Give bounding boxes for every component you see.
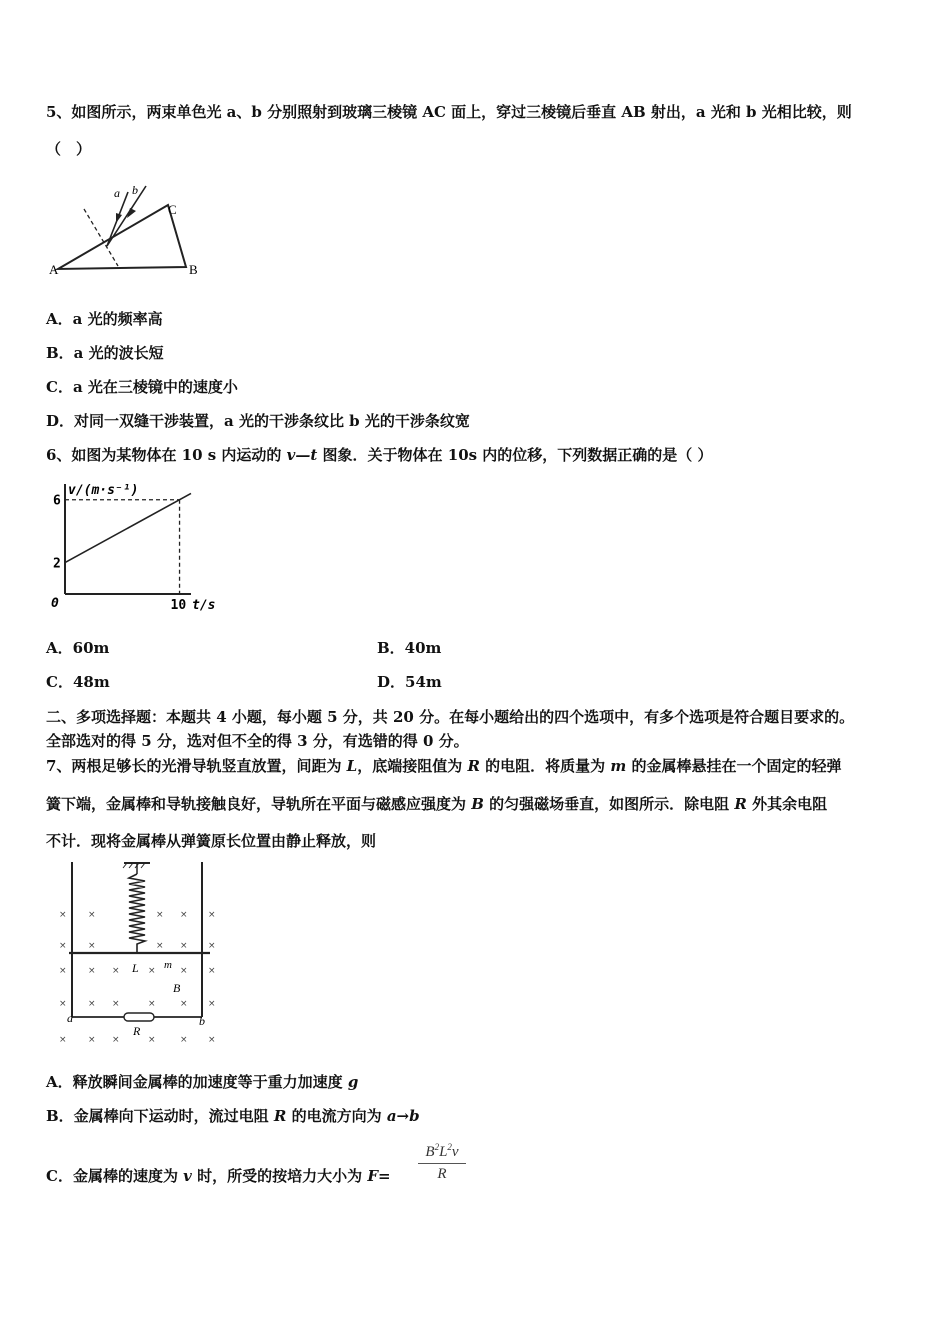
vertex-C: C (168, 202, 177, 217)
label-m: m (164, 959, 172, 971)
q7-line2: 簧下端，金属棒和导轨接触良好，导轨所在平面与磁感应强度为 B 的匀强磁场垂直，如图所示．除电阻 R 外其余电阻 (46, 795, 828, 813)
svg-text:×: × (112, 1035, 120, 1045)
label-a: a (67, 1011, 73, 1025)
q5-option-d[interactable]: D．对同一双缝干涉装置，a 光的干涉条纹比 b 光的干涉条纹宽 (46, 412, 470, 430)
arrow-a (116, 213, 122, 223)
svg-text:×: × (59, 966, 67, 976)
svg-text:×: × (88, 999, 96, 1009)
svg-text:×: × (156, 941, 164, 951)
svg-text:×: × (59, 941, 67, 951)
q6-option-a[interactable]: A．60m (46, 639, 110, 657)
svg-text:×: × (148, 966, 156, 976)
q7-line3: 不计．现将金属棒从弹簧原长位置由静止释放，则 (46, 832, 377, 850)
svg-text:×: × (180, 1035, 188, 1045)
section2-line1: 二、多项选择题：本题共 4 小题，每小题 5 分，共 20 分。在每小题给出的四个选项中，有多个选项是符合题目要求的。 (46, 708, 855, 726)
svg-text:×: × (180, 910, 188, 920)
svg-text:×: × (59, 999, 67, 1009)
svg-text:×: × (148, 1035, 156, 1045)
q5-stem: 5、如图所示，两束单色光 a、b 分别照射到玻璃三棱镜 AC 面上，穿过三棱镜后垂直 AB 射出，a 光和 b 光相比较，则 (46, 103, 852, 121)
q5-option-c[interactable]: C．a 光在三棱镜中的速度小 (46, 378, 238, 396)
resistor (124, 1013, 154, 1021)
fraction-numerator: $B^2L^2v$ (418, 1142, 466, 1164)
vertex-B: B (189, 262, 198, 277)
tick-label-x-10: 10 (170, 598, 187, 613)
prism-triangle (58, 205, 186, 269)
q7-option-a[interactable]: A．释放瞬间金属棒的加速度等于重力加速度 g (46, 1073, 359, 1091)
svg-text:×: × (59, 910, 67, 920)
q6-option-b[interactable]: B．40m (377, 639, 442, 657)
svg-text:×: × (88, 1035, 96, 1045)
q7-option-c[interactable]: C．金属棒的速度为 v 时，所受的按培力大小为 F= (46, 1167, 391, 1185)
section2-line2: 全部选对的得 5 分，选对但不全的得 3 分，有选错的得 0 分。 (46, 732, 469, 750)
svg-text:×: × (180, 941, 188, 951)
label-b: b (199, 1014, 205, 1028)
svg-text:×: × (208, 1035, 216, 1045)
q6-option-d[interactable]: D．54m (377, 673, 442, 691)
svg-text:×: × (208, 941, 216, 951)
label-B: B (173, 981, 181, 995)
ampere-force-fraction (418, 1142, 466, 1183)
label-b: b (132, 183, 138, 197)
svg-text:×: × (88, 910, 96, 920)
spring (129, 874, 145, 953)
vt-chart (46, 478, 226, 616)
q5-option-b[interactable]: B．a 光的波长短 (46, 344, 164, 362)
label-R: R (133, 1024, 141, 1038)
svg-text:×: × (208, 910, 216, 920)
prism-figure (48, 178, 218, 278)
svg-text:×: × (208, 999, 216, 1009)
label-a: a (114, 186, 120, 200)
y-axis-label: v/(m·s⁻¹) (68, 483, 139, 498)
rail-figure (52, 860, 222, 1045)
series-line-v (65, 493, 191, 562)
svg-text:×: × (112, 966, 120, 976)
svg-text:×: × (88, 966, 96, 976)
q6-stem: 6、如图为某物体在 10 s 内运动的 v—t 图象．关于物体在 10s 内的位移，下列数据正确的是（ ） (46, 446, 713, 464)
label-L: L (132, 961, 139, 975)
q7-option-b[interactable]: B．金属棒向下运动时，流过电阻 R 的电流方向为 a→b (46, 1107, 420, 1125)
svg-text:×: × (88, 941, 96, 951)
tick-label-origin: 0 (51, 596, 59, 611)
q5-paren: （ ） (46, 140, 92, 158)
svg-text:×: × (156, 910, 164, 920)
svg-text:×: × (180, 966, 188, 976)
svg-text:×: × (180, 999, 188, 1009)
svg-text:×: × (59, 1035, 67, 1045)
svg-text:×: × (112, 999, 120, 1009)
q5-option-a[interactable]: A．a 光的频率高 (46, 310, 163, 328)
q7-line1: 7、两根足够长的光滑导轨竖直放置，间距为 L，底端接阻值为 R 的电阻．将质量为 m 的金属棒悬挂在一个固定的轻弹 (46, 757, 842, 775)
svg-text:×: × (148, 999, 156, 1009)
vertex-A: A (49, 262, 59, 277)
x-axis-label: t/s (192, 598, 216, 613)
fraction-denominator: R (437, 1166, 447, 1182)
tick-label-y-2: 2 (53, 556, 61, 572)
svg-text:×: × (208, 966, 216, 976)
q6-option-c[interactable]: C．48m (46, 673, 110, 691)
tick-label-y-6: 6 (53, 493, 61, 509)
